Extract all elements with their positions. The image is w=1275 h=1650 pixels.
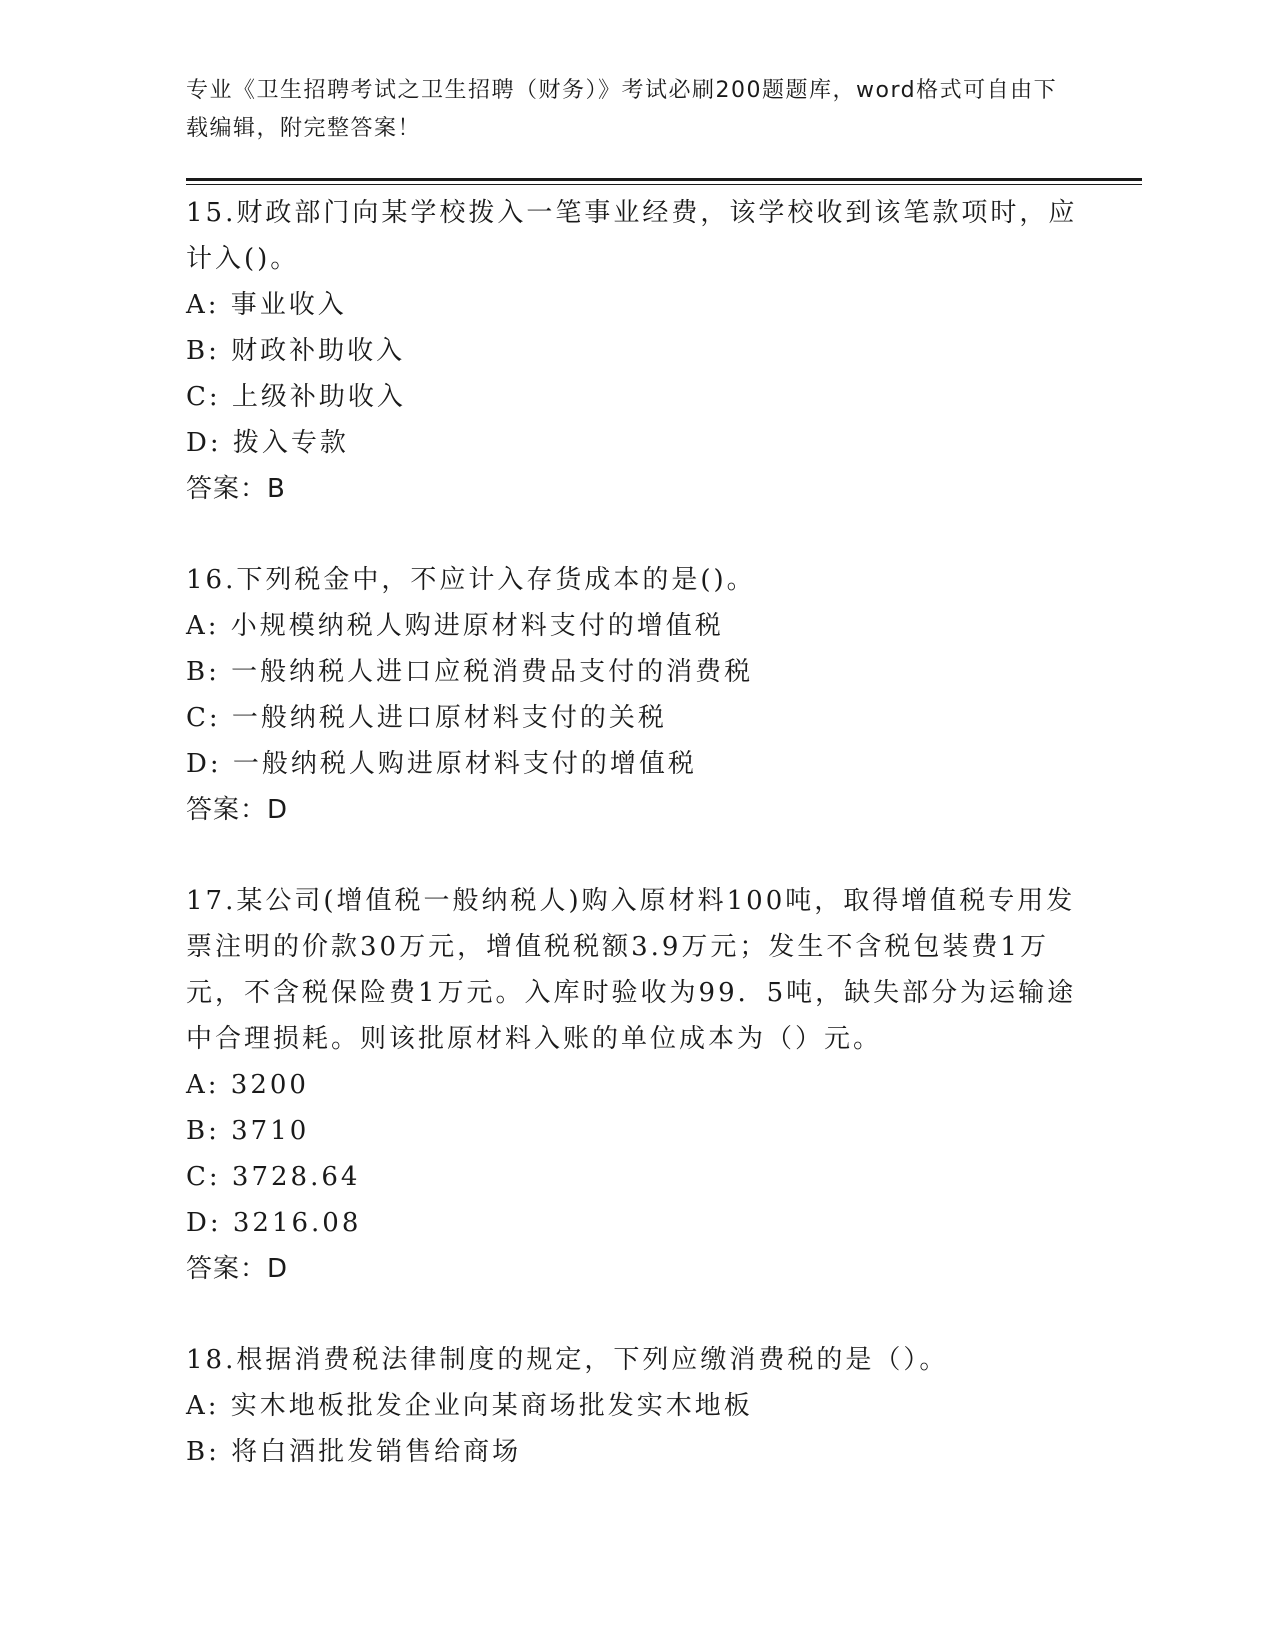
header-divider-thick <box>186 178 1142 181</box>
question-stem: 18.根据消费税法律制度的规定，下列应缴消费税的是（）。 <box>186 1345 949 1375</box>
option-d: D: 一般纳税人购进原材料支付的增值税 <box>186 749 697 779</box>
answer: 答案：B <box>186 474 286 504</box>
header-text: 专业《卫生招聘考试之卫生招聘（财务）》考试必刷200题题库，word格式可自由下载编辑，附完整答案！ <box>186 78 1058 141</box>
option-b: B: 一般纳税人进口应税消费品支付的消费税 <box>186 657 754 687</box>
document-header <box>186 72 1066 148</box>
question-16 <box>186 557 1086 833</box>
option-d: D: 拨入专款 <box>186 428 349 458</box>
question-17 <box>186 878 1086 1292</box>
question-stem: 16.下列税金中，不应计入存货成本的是()。 <box>186 565 756 595</box>
question-stem: 17.某公司(增值税一般纳税人)购入原材料100吨，取得增值税专用发票注明的价款30万元，增值税税额3.9万元；发生不含税包装费1万元，不含税保险费1万元。入库时验收为99．5吨，缺失部分为运输途中合理损耗。则该批原材料入账的单位成本为（）元。 <box>186 886 1077 1054</box>
question-list <box>186 190 1086 1520</box>
option-c: C: 上级补助收入 <box>186 382 406 412</box>
header-divider-thin <box>186 184 1142 185</box>
answer: 答案：D <box>186 795 289 825</box>
option-a: A: 事业收入 <box>186 290 347 320</box>
option-d: D: 3216.08 <box>186 1208 362 1238</box>
option-b: B: 财政补助收入 <box>186 336 406 366</box>
option-c: C: 3728.64 <box>186 1162 361 1192</box>
option-b: B: 3710 <box>186 1116 310 1146</box>
option-a: A: 实木地板批发企业向某商场批发实木地板 <box>186 1391 753 1421</box>
option-a: A: 3200 <box>186 1070 309 1100</box>
option-a: A: 小规模纳税人购进原材料支付的增值税 <box>186 611 724 641</box>
answer: 答案：D <box>186 1254 289 1284</box>
question-15 <box>186 190 1086 512</box>
option-c: C: 一般纳税人进口原材料支付的关税 <box>186 703 667 733</box>
question-18 <box>186 1337 1086 1475</box>
question-stem: 15.财政部门向某学校拨入一笔事业经费，该学校收到该笔款项时，应计入()。 <box>186 198 1078 274</box>
option-b: B: 将白酒批发销售给商场 <box>186 1437 522 1467</box>
